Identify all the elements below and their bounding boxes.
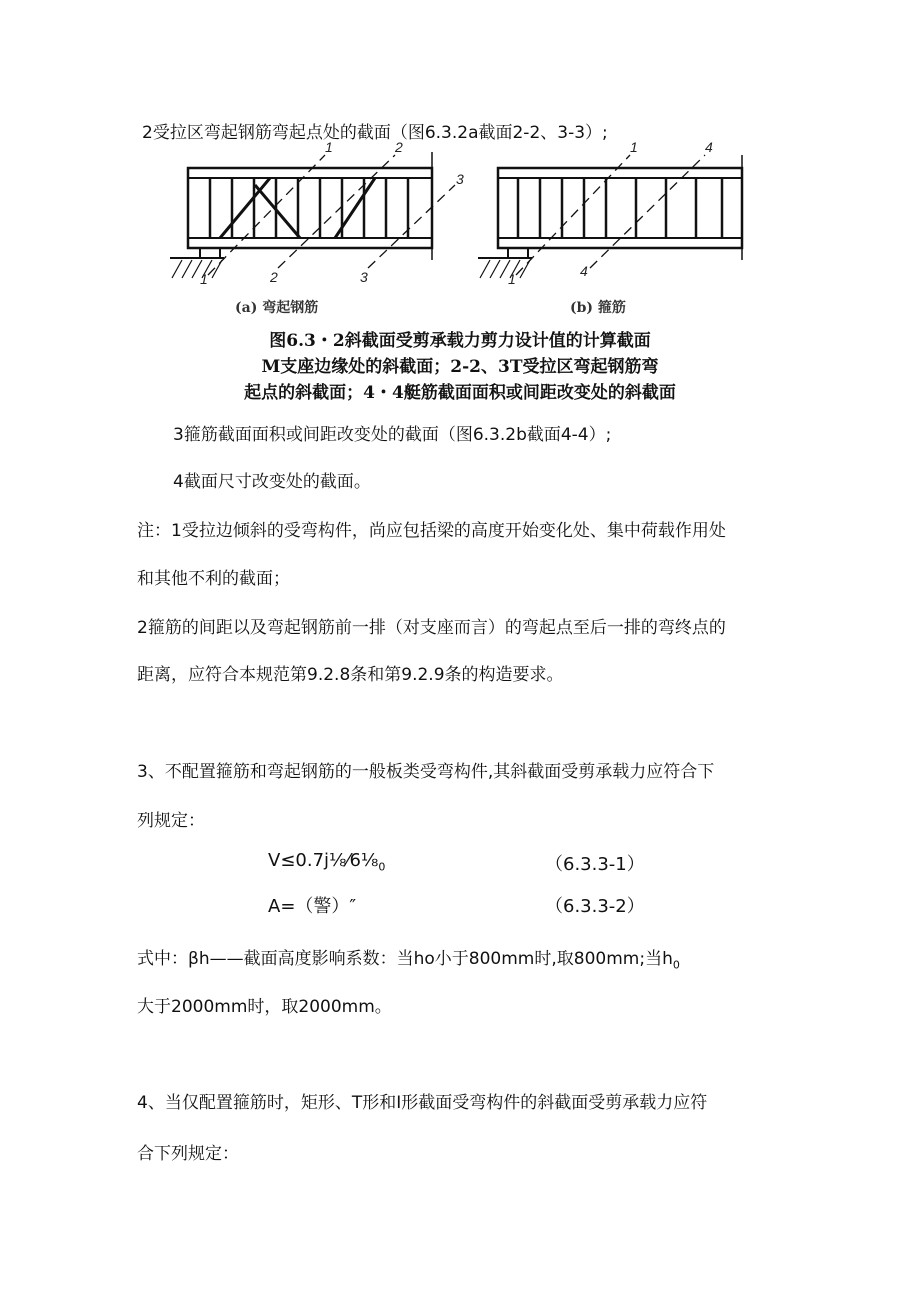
item-4-text: 4截面尺寸改变处的截面。 <box>173 472 371 492</box>
diagram-b-stirrups <box>478 155 742 278</box>
section-mark: 3 <box>456 171 464 187</box>
section-mark: 1 <box>508 271 516 287</box>
section-3-line-1: 3、不配置箍筋和弯起钢筋的一般板类受弯构件,其斜截面受剪承载力应符合下 <box>137 762 715 782</box>
section-mark: 2 <box>270 269 278 285</box>
figure-caption-line-2: M支座边缘处的斜截面；2-2、3T受拉区弯起钢筋弯 <box>261 357 659 377</box>
note-2-line-1: 2箍筋的间距以及弯起钢筋前一排（对支座而言）的弯起点至后一排的弯终点的 <box>137 618 726 638</box>
equation-6-3-3-2-number: （6.3.3-2） <box>545 896 645 917</box>
beam-outline-b <box>498 168 742 248</box>
section-4-line-1: 4、当仅配置箍筋时，矩形、T形和I形截面受弯构件的斜截面受剪承载力应符 <box>137 1093 708 1113</box>
where-line-1 <box>137 944 680 971</box>
item-3-text: 3箍筋截面面积或间距改变处的截面（图6.3.2b截面4-4）; <box>173 425 612 445</box>
h0-subscript: 0 <box>672 958 680 972</box>
section-mark: 1 <box>325 140 333 155</box>
figure-caption-line-1: 图6.3・2斜截面受剪承载力剪力设计值的计算截面 <box>269 331 651 351</box>
section-mark: 1 <box>630 140 638 155</box>
section-4-line-2: 合下列规定： <box>137 1144 239 1164</box>
figure-label-a: (a) 弯起钢筋 <box>235 300 319 316</box>
diagram-a-bent-bars <box>170 152 455 278</box>
where-line-1-text: 式中：βh——截面高度影响系数：当ho小于800mm时,取800mm;当h <box>137 949 673 969</box>
figure-6-3-2 <box>160 140 760 325</box>
equation-1-subscript: 0 <box>378 860 386 874</box>
section-mark: 3 <box>360 269 368 285</box>
beam-outline-a <box>188 168 432 248</box>
figure-caption-line-3: 起点的斜截面；4・4艇筋截面面积或间距改变处的斜截面 <box>244 383 676 403</box>
section-mark: 2 <box>395 140 403 155</box>
section-mark: 1 <box>200 271 208 287</box>
note-1-line-2: 和其他不利的截面； <box>137 569 290 589</box>
equation-1-body: V≤0.7j⅛⁄6⅛ <box>268 850 379 871</box>
equation-6-3-3-1-number: （6.3.3-1） <box>545 854 645 875</box>
beam-diagram <box>160 140 760 325</box>
equation-6-3-3-2: A=（警）″ <box>268 896 357 917</box>
section-mark: 4 <box>705 140 713 155</box>
item-2-text: 2受拉区弯起钢筋弯起点处的截面（图6.3.2a截面2-2、3-3）; <box>142 123 608 143</box>
note-1-line-1: 注：1受拉边倾斜的受弯构件，尚应包括梁的高度开始变化处、集中荷载作用处 <box>137 521 726 541</box>
figure-label-b: (b) 箍筋 <box>570 300 626 316</box>
section-3-line-2: 列规定： <box>137 811 205 831</box>
equation-6-3-3-1 <box>268 850 385 874</box>
note-2-line-2: 距离，应符合本规范第9.2.8条和第9.2.9条的构造要求。 <box>137 665 564 685</box>
where-line-2: 大于2000mm时，取2000mm。 <box>137 997 392 1017</box>
section-mark: 4 <box>580 263 588 279</box>
